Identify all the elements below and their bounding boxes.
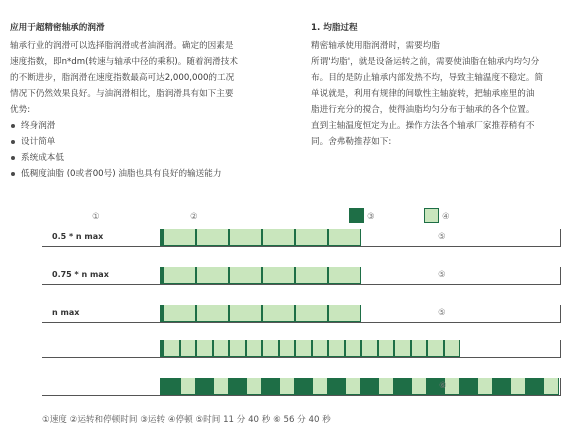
legend-run-swatch xyxy=(349,208,364,223)
stop-block xyxy=(246,378,263,395)
stop-block xyxy=(328,340,345,357)
stop-block xyxy=(295,305,328,322)
stop-block xyxy=(196,340,213,357)
left-line: 情况下仍然效果良好。与油润滑相比，脂润滑具有如下主要 xyxy=(10,89,234,99)
run-block xyxy=(196,378,213,395)
run-block xyxy=(262,378,279,395)
run-block xyxy=(493,378,510,395)
stop-block xyxy=(295,267,328,284)
row-speed-label: 0.5 * n max xyxy=(52,232,104,241)
run-block xyxy=(460,378,477,395)
stop-block xyxy=(180,378,197,395)
stop-block xyxy=(444,340,461,357)
legend-stop-number: ④ xyxy=(442,212,450,222)
stop-block xyxy=(163,340,180,357)
stop-block xyxy=(262,305,295,322)
right-line: 直到主轴温度恒定为止。操作方法各个轴承厂家推荐稍有不 xyxy=(311,121,535,131)
left-line: 的不断进步，脂润滑在速度指数最高可达2,000,000的工况 xyxy=(10,73,235,83)
stop-block xyxy=(213,378,230,395)
timing-row xyxy=(42,378,561,396)
right-line: 单说就是，利用有规律的间歇性主轴旋转，把轴承座里的油 xyxy=(311,89,535,99)
left-line: 优势: xyxy=(10,105,31,115)
run-block xyxy=(394,378,411,395)
stop-block xyxy=(163,305,196,322)
right-line: 所谓'均脂'，就是设备运转之前，需要使油脂在轴承内均匀分 xyxy=(311,57,540,67)
stop-block xyxy=(510,378,527,395)
row-duration-note: ⑤ xyxy=(438,232,446,242)
stop-block xyxy=(543,378,560,395)
run-block xyxy=(526,378,543,395)
list-item: 系统成本低 xyxy=(10,150,292,166)
right-line: 布。目的是防止轴承内部发热不均，导致主轴温度不稳定。简 xyxy=(311,73,544,83)
stop-block xyxy=(180,340,197,357)
list-item: 终身润滑 xyxy=(10,118,292,134)
stop-block xyxy=(378,378,395,395)
row-duration-note: ⑤ xyxy=(438,270,446,280)
stop-block xyxy=(378,340,395,357)
row-duration-note: ⑤ xyxy=(438,308,446,318)
stop-block xyxy=(262,229,295,246)
right-line: 精密轴承使用脂润滑时，需要均脂 xyxy=(311,41,440,51)
left-line: 轴承行业的润滑可以选择脂润滑或者油润滑。确定的因素是 xyxy=(10,41,234,51)
stop-block xyxy=(262,267,295,284)
stop-block xyxy=(229,229,262,246)
stop-block xyxy=(328,267,361,284)
right-line: 脂进行充分的搅合，使得油脂均匀分布于轴承的各个位置。 xyxy=(311,105,535,115)
run-block xyxy=(328,378,345,395)
stop-block xyxy=(213,340,230,357)
stop-block xyxy=(411,340,428,357)
stop-block xyxy=(328,305,361,322)
stop-block xyxy=(361,340,378,357)
timing-row xyxy=(42,305,561,323)
stop-block xyxy=(262,340,279,357)
stop-block xyxy=(229,340,246,357)
row-speed-label: 0.75 * n max xyxy=(52,270,109,279)
left-heading: 应用于超精密轴承的润滑 xyxy=(10,23,105,33)
stop-block xyxy=(229,267,262,284)
left-line: 速度指数，即n*dm(转速与轴承中径的乘积)。随着润滑技术 xyxy=(10,57,238,67)
run-block xyxy=(295,378,312,395)
legend-stop-swatch xyxy=(424,208,439,223)
row-duration-note: ⑥ xyxy=(439,381,447,391)
stop-block xyxy=(345,378,362,395)
timing-row xyxy=(42,340,561,358)
stop-block xyxy=(196,305,229,322)
stop-block xyxy=(295,229,328,246)
run-block xyxy=(361,378,378,395)
timing-row xyxy=(42,229,561,247)
stop-block xyxy=(279,340,296,357)
stop-block xyxy=(394,340,411,357)
stop-block xyxy=(279,378,296,395)
right-heading: 1. 均脂过程 xyxy=(311,23,358,33)
stop-block xyxy=(345,340,362,357)
stop-block xyxy=(477,378,494,395)
run-block xyxy=(163,378,180,395)
list-item: 低稠度油脂 (0或者00号) 油脂也具有良好的输送能力 xyxy=(10,166,292,182)
stop-block xyxy=(411,378,428,395)
chart-caption: ①速度 ②运转和停顿时间 ③运转 ④停顿 ⑤时间 11 分 40 秒 ⑥ 56 分 40 秒 xyxy=(42,415,331,425)
col-header-time: ② xyxy=(190,212,198,222)
stop-block xyxy=(196,229,229,246)
run-block xyxy=(229,378,246,395)
right-line: 同。舍弗勒推荐如下: xyxy=(311,137,392,147)
stop-block xyxy=(246,340,263,357)
stop-block xyxy=(295,340,312,357)
stop-block xyxy=(229,305,262,322)
stop-block xyxy=(427,340,444,357)
stop-block xyxy=(328,229,361,246)
row-speed-label: n max xyxy=(52,308,80,317)
stop-block xyxy=(196,267,229,284)
list-item: 设计简单 xyxy=(10,134,292,150)
col-header-speed: ① xyxy=(92,212,100,222)
stop-block xyxy=(163,229,196,246)
stop-block xyxy=(312,378,329,395)
timing-row xyxy=(42,267,561,285)
stop-block xyxy=(163,267,196,284)
legend-run-number: ③ xyxy=(367,212,375,222)
stop-block xyxy=(312,340,329,357)
